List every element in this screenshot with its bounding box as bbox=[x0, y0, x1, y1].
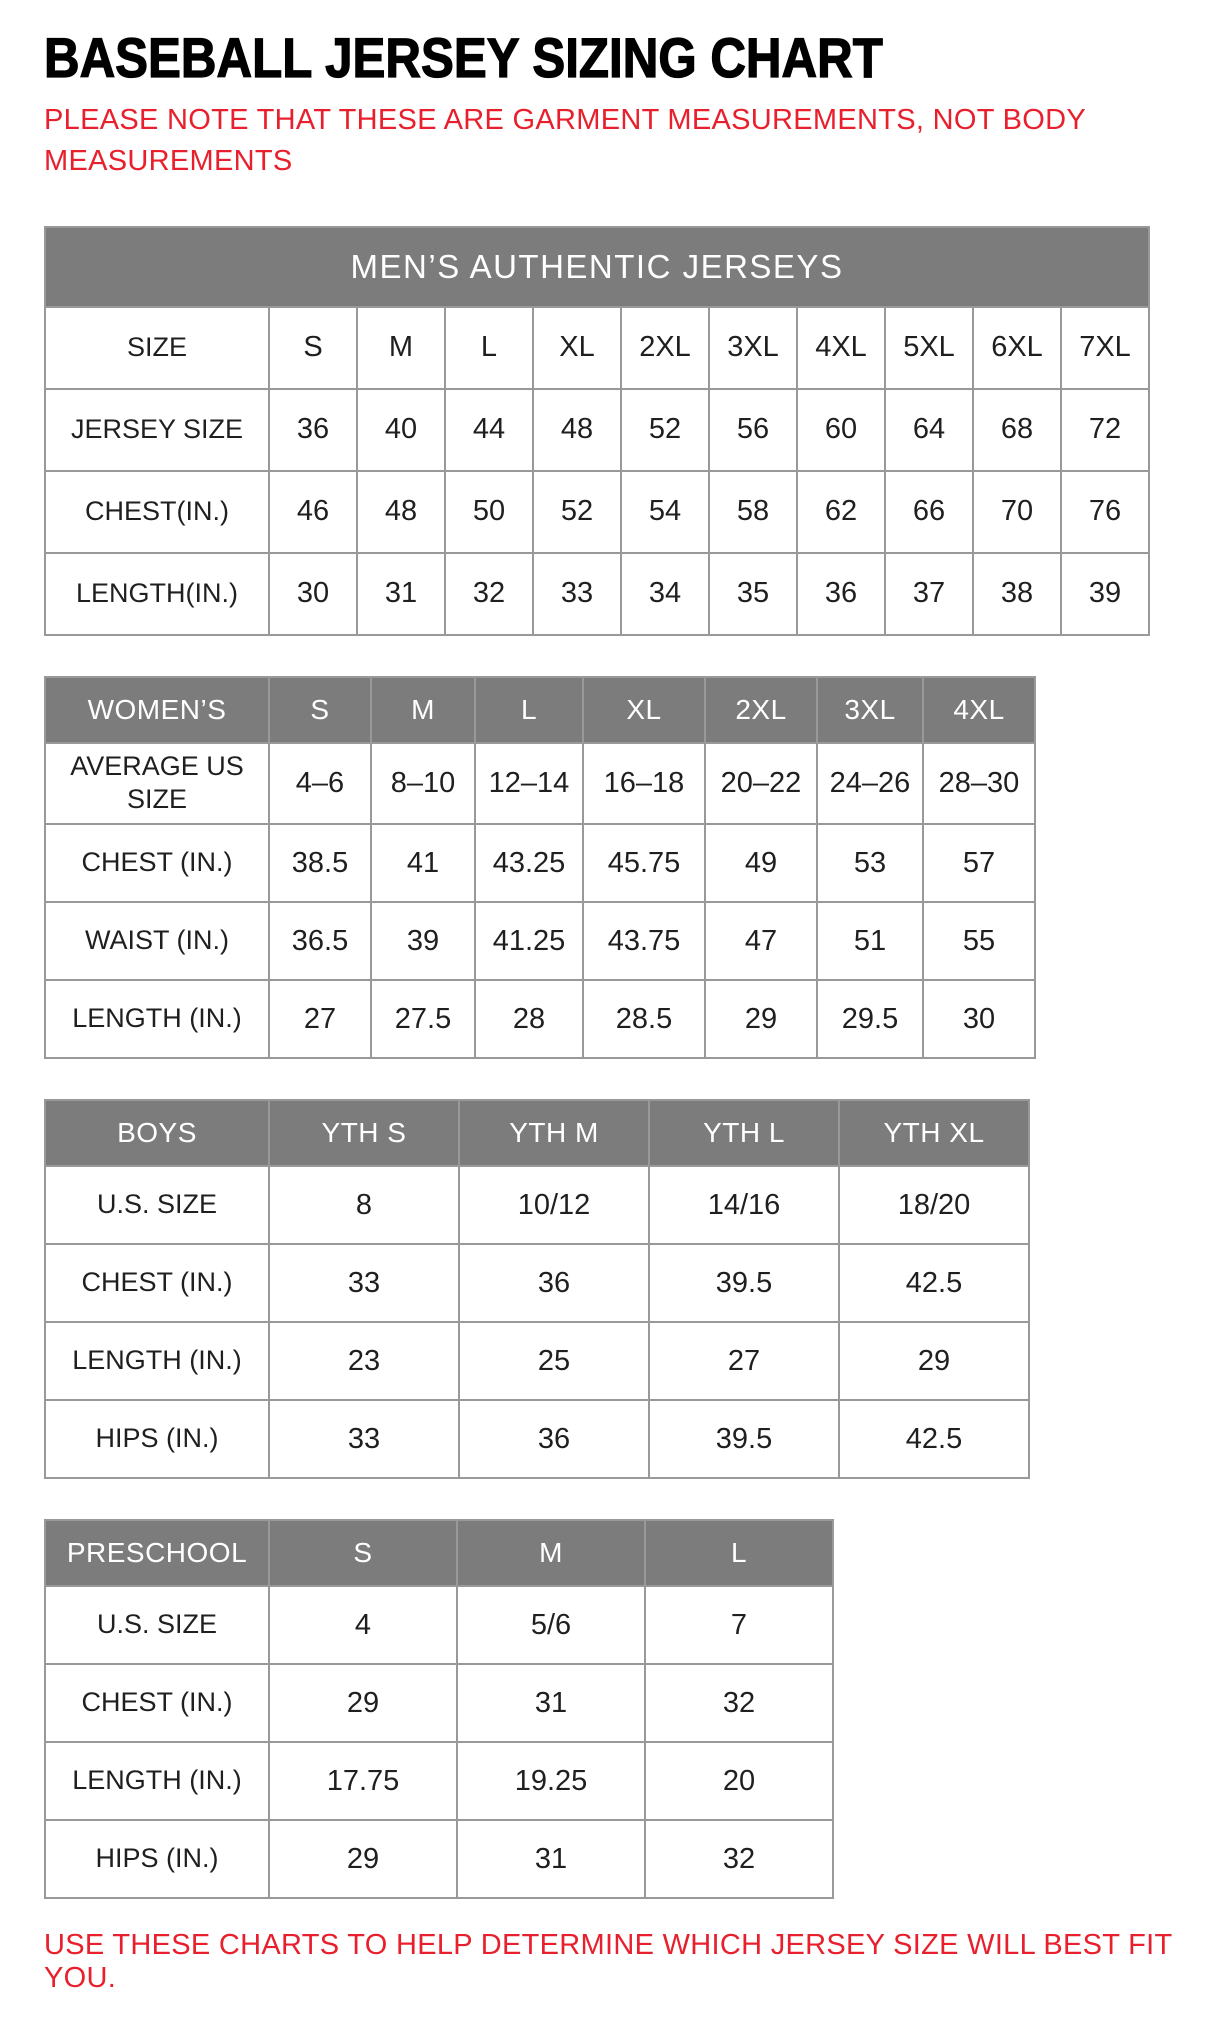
table-cell: 8–10 bbox=[371, 743, 475, 825]
fit-advice-footer: USE THESE CHARTS TO HELP DETERMINE WHICH JERSEY SIZE WILL BEST FIT YOU. bbox=[44, 1929, 1172, 1995]
table-cell: 10/12 bbox=[459, 1166, 649, 1244]
table-cell: 32 bbox=[645, 1820, 833, 1898]
table-cell: 20 bbox=[645, 1742, 833, 1820]
table-cell: 6XL bbox=[973, 307, 1061, 389]
table-cell: 33 bbox=[269, 1400, 459, 1478]
table-cell: 50 bbox=[445, 471, 533, 553]
table-row bbox=[45, 1244, 1029, 1322]
table-cell: 44 bbox=[445, 389, 533, 471]
table-row bbox=[45, 307, 1149, 389]
table-row bbox=[45, 471, 1149, 553]
table-cell: 30 bbox=[923, 980, 1035, 1058]
table-row bbox=[45, 902, 1035, 980]
table-cell: 70 bbox=[973, 471, 1061, 553]
table-cell: 33 bbox=[533, 553, 621, 635]
boys-table-body bbox=[45, 1166, 1029, 1478]
table-cell: 30 bbox=[269, 553, 357, 635]
row-label: CHEST(IN.) bbox=[45, 471, 269, 553]
row-label: AVERAGE US SIZE bbox=[45, 743, 269, 825]
row-label: HIPS (IN.) bbox=[45, 1400, 269, 1478]
table-cell: 31 bbox=[457, 1664, 645, 1742]
table-cell: 28 bbox=[475, 980, 583, 1058]
table-cell: 5/6 bbox=[457, 1586, 645, 1664]
table-cell: 39.5 bbox=[649, 1244, 839, 1322]
table-cell: 29 bbox=[705, 980, 817, 1058]
row-label: U.S. SIZE bbox=[45, 1166, 269, 1244]
table-cell: 27 bbox=[269, 980, 371, 1058]
preschool-header-row bbox=[45, 1520, 833, 1586]
column-header: YTH M bbox=[459, 1100, 649, 1166]
womens-table-title: WOMEN’S bbox=[45, 677, 269, 743]
table-row bbox=[45, 980, 1035, 1058]
table-row bbox=[45, 1664, 833, 1742]
table-row bbox=[45, 743, 1035, 825]
table-cell: 46 bbox=[269, 471, 357, 553]
table-cell: 56 bbox=[709, 389, 797, 471]
womens-table-body bbox=[45, 743, 1035, 1059]
table-cell: 45.75 bbox=[583, 824, 705, 902]
womens-header-row bbox=[45, 677, 1035, 743]
table-cell: 48 bbox=[533, 389, 621, 471]
table-cell: 34 bbox=[621, 553, 709, 635]
table-cell: 35 bbox=[709, 553, 797, 635]
table-cell: 2XL bbox=[621, 307, 709, 389]
table-cell: 17.75 bbox=[269, 1742, 457, 1820]
table-cell: 36.5 bbox=[269, 902, 371, 980]
column-header: M bbox=[457, 1520, 645, 1586]
row-label: CHEST (IN.) bbox=[45, 824, 269, 902]
column-header: S bbox=[269, 677, 371, 743]
preschool-table-body bbox=[45, 1586, 833, 1898]
table-cell: 36 bbox=[797, 553, 885, 635]
table-cell: 4XL bbox=[797, 307, 885, 389]
table-row bbox=[45, 1820, 833, 1898]
table-cell: 32 bbox=[445, 553, 533, 635]
table-cell: 28.5 bbox=[583, 980, 705, 1058]
table-cell: 20–22 bbox=[705, 743, 817, 825]
table-cell: 29 bbox=[269, 1664, 457, 1742]
table-cell: 14/16 bbox=[649, 1166, 839, 1244]
table-row bbox=[45, 553, 1149, 635]
row-label: JERSEY SIZE bbox=[45, 389, 269, 471]
table-cell: 37 bbox=[885, 553, 973, 635]
table-cell: 66 bbox=[885, 471, 973, 553]
table-cell: 64 bbox=[885, 389, 973, 471]
table-cell: 36 bbox=[459, 1400, 649, 1478]
table-row bbox=[45, 1400, 1029, 1478]
table-cell: 49 bbox=[705, 824, 817, 902]
table-cell: 39 bbox=[371, 902, 475, 980]
table-row bbox=[45, 1742, 833, 1820]
table-cell: 72 bbox=[1061, 389, 1149, 471]
row-label: LENGTH (IN.) bbox=[45, 1322, 269, 1400]
table-cell: M bbox=[357, 307, 445, 389]
table-cell: 27 bbox=[649, 1322, 839, 1400]
table-cell: 31 bbox=[457, 1820, 645, 1898]
table-cell: 32 bbox=[645, 1664, 833, 1742]
table-cell: 25 bbox=[459, 1322, 649, 1400]
row-label: LENGTH (IN.) bbox=[45, 1742, 269, 1820]
table-cell: 8 bbox=[269, 1166, 459, 1244]
table-row bbox=[45, 1322, 1029, 1400]
table-cell: 41.25 bbox=[475, 902, 583, 980]
table-cell: S bbox=[269, 307, 357, 389]
row-label: WAIST (IN.) bbox=[45, 902, 269, 980]
mens-sizing-table bbox=[44, 226, 1150, 636]
row-label: CHEST (IN.) bbox=[45, 1664, 269, 1742]
table-cell: 60 bbox=[797, 389, 885, 471]
table-cell: 57 bbox=[923, 824, 1035, 902]
column-header: YTH L bbox=[649, 1100, 839, 1166]
table-cell: 12–14 bbox=[475, 743, 583, 825]
column-header: 3XL bbox=[817, 677, 923, 743]
column-header: YTH XL bbox=[839, 1100, 1029, 1166]
table-cell: 42.5 bbox=[839, 1244, 1029, 1322]
table-row bbox=[45, 824, 1035, 902]
table-cell: 19.25 bbox=[457, 1742, 645, 1820]
table-row bbox=[45, 1586, 833, 1664]
table-cell: 62 bbox=[797, 471, 885, 553]
table-row bbox=[45, 389, 1149, 471]
table-cell: 33 bbox=[269, 1244, 459, 1322]
table-cell: 38.5 bbox=[269, 824, 371, 902]
table-cell: 39 bbox=[1061, 553, 1149, 635]
table-cell: 28–30 bbox=[923, 743, 1035, 825]
table-cell: 54 bbox=[621, 471, 709, 553]
table-cell: 23 bbox=[269, 1322, 459, 1400]
table-cell: 7XL bbox=[1061, 307, 1149, 389]
table-cell: 31 bbox=[357, 553, 445, 635]
table-cell: 47 bbox=[705, 902, 817, 980]
table-cell: 52 bbox=[621, 389, 709, 471]
page-title: BASEBALL JERSEY SIZING CHART bbox=[44, 26, 883, 89]
table-cell: L bbox=[445, 307, 533, 389]
boys-header-row bbox=[45, 1100, 1029, 1166]
table-cell: 48 bbox=[357, 471, 445, 553]
column-header: 2XL bbox=[705, 677, 817, 743]
table-cell: 29 bbox=[839, 1322, 1029, 1400]
womens-sizing-table bbox=[44, 676, 1036, 1060]
column-header: S bbox=[269, 1520, 457, 1586]
table-cell: 4 bbox=[269, 1586, 457, 1664]
table-cell: 29.5 bbox=[817, 980, 923, 1058]
table-row bbox=[45, 1166, 1029, 1244]
table-cell: 68 bbox=[973, 389, 1061, 471]
table-cell: 52 bbox=[533, 471, 621, 553]
column-header: YTH S bbox=[269, 1100, 459, 1166]
table-cell: 36 bbox=[459, 1244, 649, 1322]
table-cell: 40 bbox=[357, 389, 445, 471]
column-header: L bbox=[475, 677, 583, 743]
row-label: U.S. SIZE bbox=[45, 1586, 269, 1664]
mens-table-title: MEN’S AUTHENTIC JERSEYS bbox=[45, 227, 1149, 307]
preschool-sizing-table bbox=[44, 1519, 834, 1899]
row-label: LENGTH (IN.) bbox=[45, 980, 269, 1058]
table-cell: 41 bbox=[371, 824, 475, 902]
table-cell: 16–18 bbox=[583, 743, 705, 825]
preschool-table-title: PRESCHOOL bbox=[45, 1520, 269, 1586]
boys-sizing-table bbox=[44, 1099, 1030, 1479]
row-label: HIPS (IN.) bbox=[45, 1820, 269, 1898]
column-header: XL bbox=[583, 677, 705, 743]
table-cell: 58 bbox=[709, 471, 797, 553]
table-cell: 7 bbox=[645, 1586, 833, 1664]
table-cell: 29 bbox=[269, 1820, 457, 1898]
garment-measurement-note: PLEASE NOTE THAT THESE ARE GARMENT MEASUREMENTS, NOT BODY MEASUREMENTS bbox=[44, 104, 1086, 177]
table-cell: 36 bbox=[269, 389, 357, 471]
table-cell: 18/20 bbox=[839, 1166, 1029, 1244]
table-cell: XL bbox=[533, 307, 621, 389]
table-cell: 38 bbox=[973, 553, 1061, 635]
table-cell: 43.25 bbox=[475, 824, 583, 902]
column-header: L bbox=[645, 1520, 833, 1586]
table-cell: 55 bbox=[923, 902, 1035, 980]
table-cell: 51 bbox=[817, 902, 923, 980]
table-cell: 5XL bbox=[885, 307, 973, 389]
table-cell: 43.75 bbox=[583, 902, 705, 980]
row-label: CHEST (IN.) bbox=[45, 1244, 269, 1322]
table-cell: 27.5 bbox=[371, 980, 475, 1058]
mens-table-title-row bbox=[45, 227, 1149, 307]
column-header: 4XL bbox=[923, 677, 1035, 743]
boys-table-title: BOYS bbox=[45, 1100, 269, 1166]
row-label: SIZE bbox=[45, 307, 269, 389]
table-cell: 4–6 bbox=[269, 743, 371, 825]
table-cell: 76 bbox=[1061, 471, 1149, 553]
column-header: M bbox=[371, 677, 475, 743]
table-cell: 3XL bbox=[709, 307, 797, 389]
row-label: LENGTH(IN.) bbox=[45, 553, 269, 635]
table-cell: 42.5 bbox=[839, 1400, 1029, 1478]
table-cell: 53 bbox=[817, 824, 923, 902]
mens-table-body bbox=[45, 307, 1149, 635]
table-cell: 24–26 bbox=[817, 743, 923, 825]
table-cell: 39.5 bbox=[649, 1400, 839, 1478]
